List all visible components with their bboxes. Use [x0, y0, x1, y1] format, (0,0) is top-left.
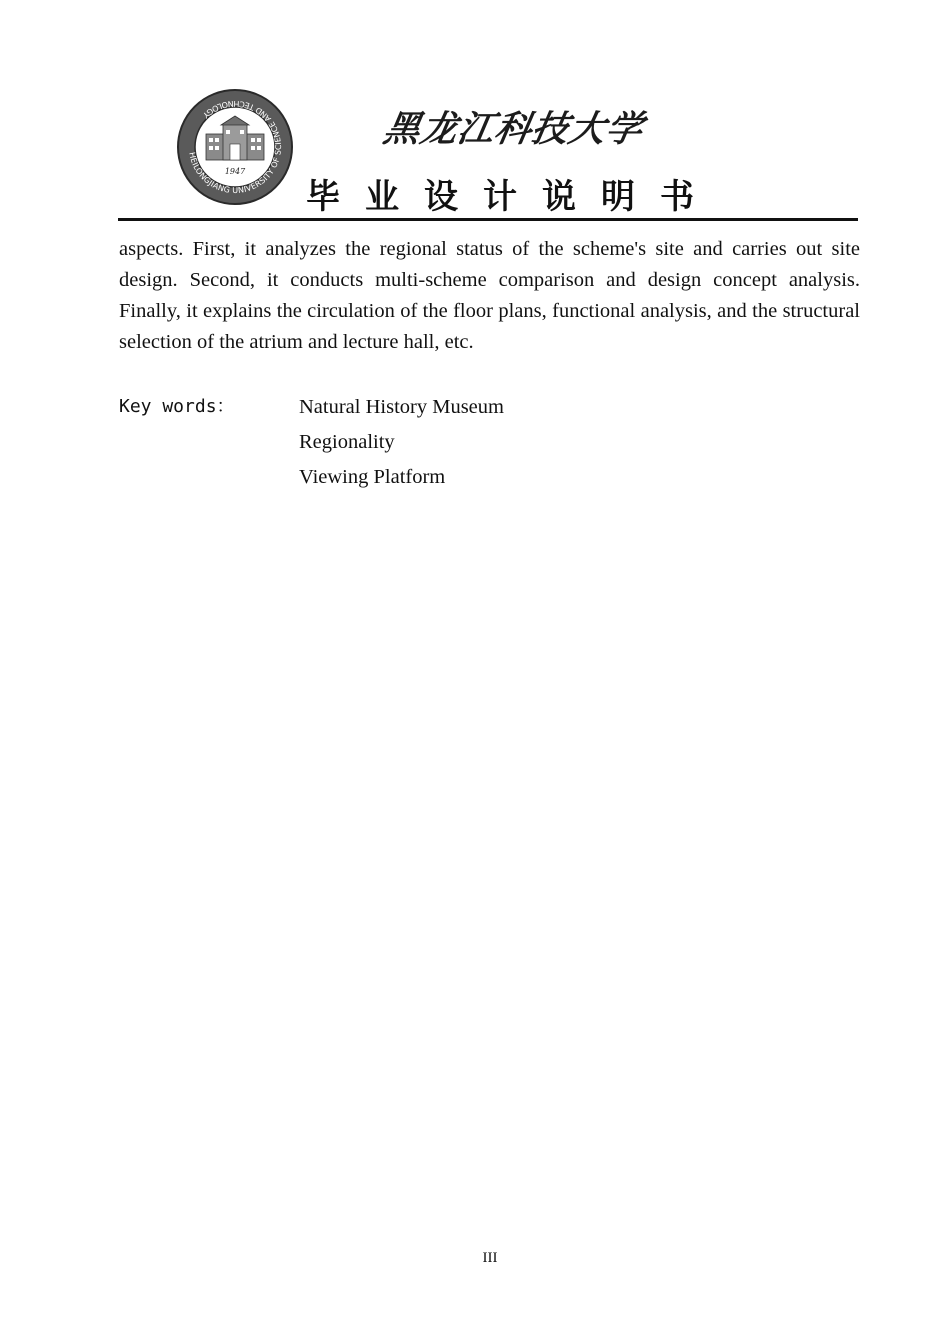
keyword-item: Regionality [299, 431, 395, 453]
document-title: 毕业设计说明书 [306, 177, 719, 217]
seal-year: 1947 [224, 167, 246, 176]
page-number: III [482, 1250, 498, 1266]
seal-ring-text: HEILONGJIANG UNIVERSITY OF SCIENCE AND TECHNOLOGY [187, 98, 284, 196]
university-seal-logo [176, 88, 294, 206]
abstract-paragraph: aspects. First, it analyzes the regional status of the scheme's site and carries out site design. Second, it conducts multi-scheme comparison and design concept analysis. Finally, it explains the circulation of the floor plans, functional analysis, and the structural selection of the atrium and lecture hall, etc. [119, 238, 860, 353]
keywords-list [299, 392, 504, 497]
header-divider [118, 218, 858, 221]
keywords-label: Key words： [119, 396, 235, 417]
university-name: 黑龙江科技大学 [380, 108, 647, 150]
keyword-item: Viewing Platform [299, 466, 446, 488]
keyword-item: Natural History Museum [299, 396, 504, 418]
